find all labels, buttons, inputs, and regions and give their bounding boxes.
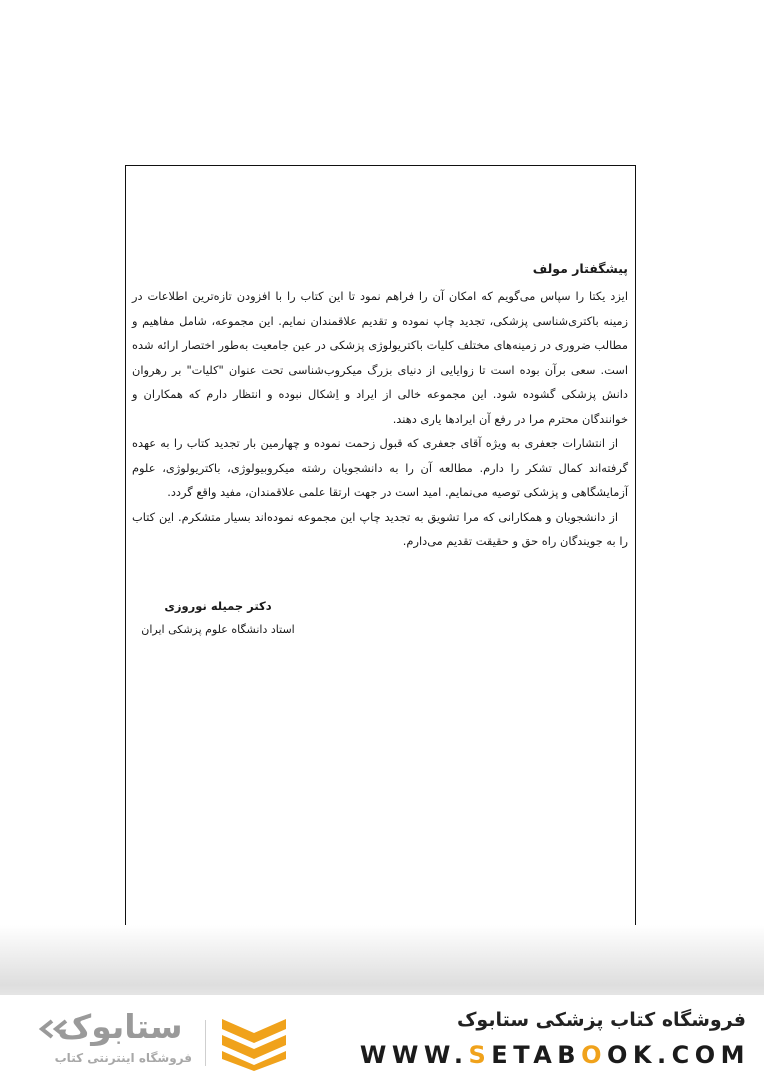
logo-wordmark: ستابوک <box>57 1007 183 1046</box>
store-url[interactable] <box>360 1041 750 1069</box>
author-title: استاد دانشگاه علوم پزشکی ایران <box>141 623 295 636</box>
author-name: دکتر جمیله نوروزی <box>164 599 272 613</box>
page-shadow <box>0 925 764 1000</box>
url-accent: O <box>581 1041 607 1069</box>
logo-tagline: فروشگاه اینترنتی کتاب <box>54 1051 192 1065</box>
signature-block <box>118 594 318 642</box>
url-part: OK.COM <box>606 1041 750 1069</box>
page-title: پیشگفتار مولف <box>532 261 628 276</box>
url-part: ETAB <box>491 1041 582 1069</box>
store-footer <box>0 995 764 1080</box>
url-accent: S <box>468 1041 492 1069</box>
paragraph: از دانشجویان و همکارانی که مرا تشویق به تجدید چاپ این مجموعه نموده‌اند بسیار متشکرم. این کتاب را به جویندگان راه حق و حقیقت تقدیم می‌دارم. <box>132 509 628 548</box>
store-name: فروشگاه کتاب پزشکی ستابوک <box>456 1009 746 1031</box>
paragraph: از انتشارات جعفری به ویژه آقای جعفری که قبول زحمت نموده و چهارمین بار تجدید کتاب را به عهده گرفته‌اند کمال تشکر را دارم. مطالعه آن را به دانشجویان رشته میکروبیولوژی، باکتریولوژی، علوم آزمایشگاهی و پزشکی توصیه می‌نمایم. امید است در جهت ارتقا علمی علاقمندان، مفید واقع گردد. <box>132 436 628 499</box>
logo-divider <box>205 1020 206 1066</box>
preface-body <box>132 256 628 554</box>
book-stack-icon <box>218 1015 290 1071</box>
paragraph: ایزد یکتا را سپاس می‌گویم که امکان آن را فراهم نمود تا این کتاب را با افزودن تازه‌ترین اطلاعات در زمینه باکتری‌شناسی پزشکی، تجدید چاپ نموده و تقدیم علاقمندان نمایم. این مجموعه، شامل مفاهیم و مطالب ضروری در زمینه‌های مختلف کلیات باکتریولوژی پزشکی در عین جامعیت به‌طور اختصار ارائه شده است. سعی برآن بوده است تا زوایایی از دنیای بزرگ میکروب‌شناسی تحت عنوان "کلیات" بر رهروان دانش پزشکی گشوده شود. این مجموعه خالی از ایراد و اِشکال نبوده و انتظار دارم که همکاران و خوانندگان محترم مرا در رفع آن ایرادها یاری دهند. <box>132 289 628 426</box>
url-part: WWW. <box>359 1041 469 1069</box>
